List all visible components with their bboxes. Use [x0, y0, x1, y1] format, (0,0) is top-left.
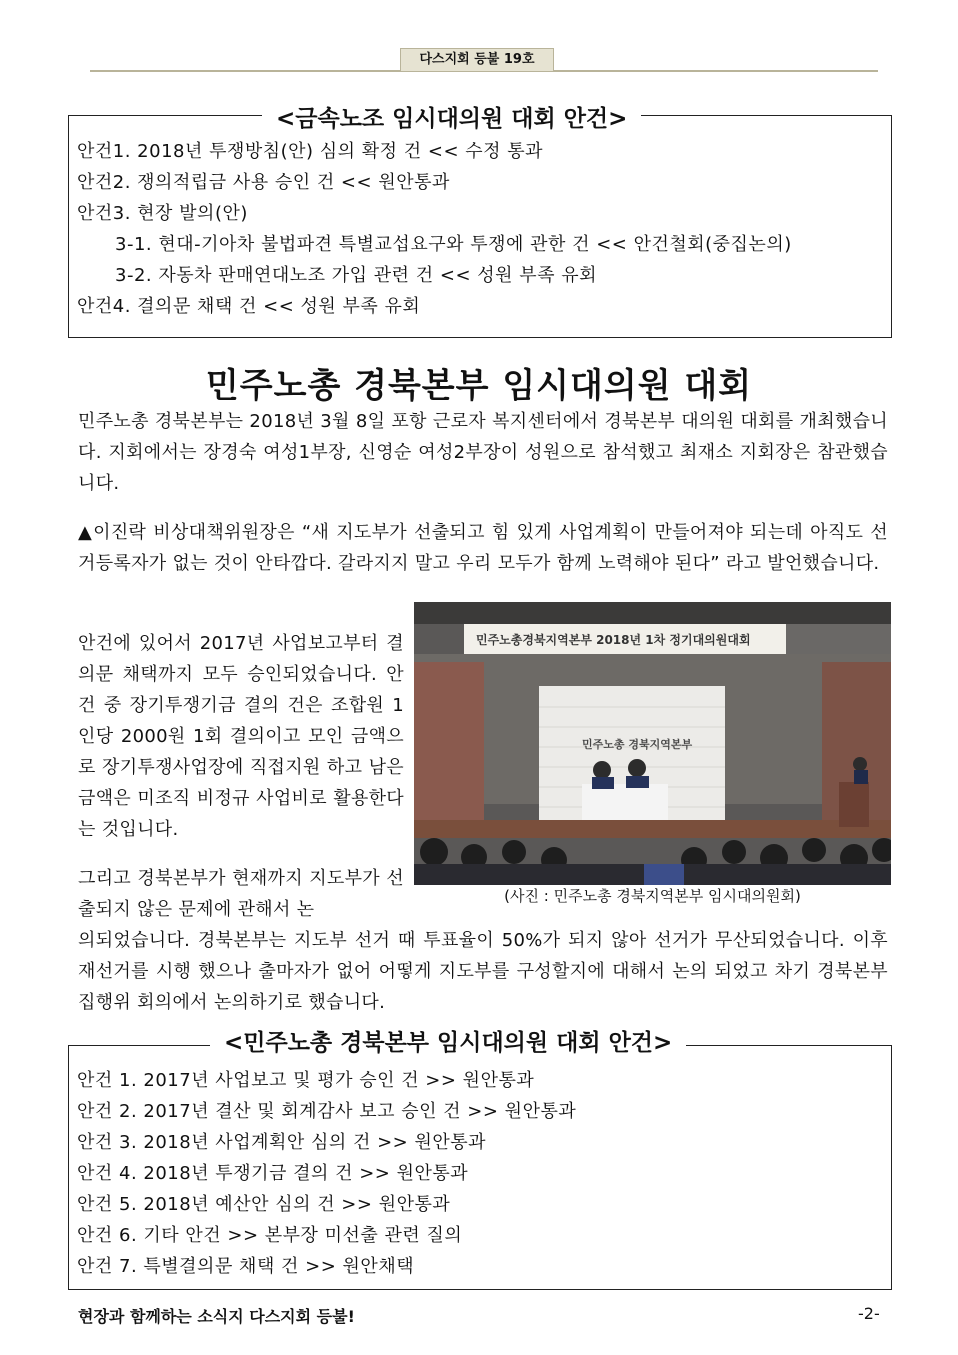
event-photo-illustration [414, 602, 891, 885]
agenda-box-metal-union [68, 115, 892, 338]
footer-tagline: 현장과 함께하는 소식지 다스지회 등불! [78, 1307, 355, 1326]
agenda-box-title: <민주노총 경북본부 임시대의원 대회 안건> [210, 1024, 686, 1057]
photo-screen-logo: 민주노총 경북지역본부 [582, 738, 693, 751]
article-paragraph: ▲이진락 비상대책위원장은 “새 지도부가 선출되고 힘 있게 사업계획이 만들어져야 되는데 아직도 선거등록자가 없는 것이 안타깝다. 갈라지지 말고 우리 모두가 함께 노력해야 된다” 라고 발언했습니다. [78, 522, 888, 574]
page-number: -2- [858, 1304, 880, 1323]
agenda-item: 안건 2. 2017년 결산 및 회계감사 보고 승인 건 >> 원안통과 [77, 1101, 577, 1122]
article-paragraph: 의되었습니다. 경북본부는 지도부 선거 때 투표율이 50%가 되지 않아 선거가 무산되었습니다. 이후 재선거를 시행 했으나 출마자가 없어 어떻게 지도부를 구성할지에 대해서 논의 되었고 차기 경북본부 집행위 회의에서 논의하기로 했습니다. [78, 930, 888, 1013]
article-paragraph: 민주노총 경북본부는 2018년 3월 8일 포항 근로자 복지센터에서 경북본부 대의원 대회를 개최했습니다. 지회에서는 장경숙 여성1부장, 신영순 여성2부장이 성원으로 참석했고 최재소 지회장은 참관했습니다. [78, 411, 888, 494]
agenda-item: 안건2. 쟁의적립금 사용 승인 건 << 원안통과 [77, 172, 450, 193]
agenda-item: 안건3. 현장 발의(안) [77, 203, 248, 224]
agenda-subitem: 3-1. 현대-기아차 불법파견 특별교섭요구와 투쟁에 관한 건 << 안건철회(중집논의) [115, 234, 792, 255]
agenda-item: 안건1. 2018년 투쟁방침(안) 심의 확정 건 << 수정 통과 [77, 141, 544, 162]
masthead-label: 다스지회 등불 19호 [400, 48, 554, 71]
agenda-item: 안건 7. 특별결의문 채택 건 >> 원안채택 [77, 1256, 415, 1277]
agenda-list-kctu-gyeongbuk [77, 1065, 883, 1282]
agenda-item: 안건 3. 2018년 사업계획안 심의 건 >> 원안통과 [77, 1132, 487, 1153]
agenda-item: 안건4. 결의문 채택 건 << 성원 부족 유회 [77, 296, 421, 317]
agenda-item: 안건 4. 2018년 투쟁기금 결의 건 >> 원안통과 [77, 1163, 469, 1184]
agenda-box-title: <금속노조 임시대의원 대회 안건> [262, 100, 641, 133]
article-paragraph: 그리고 경북본부가 현재까지 지도부가 선출되지 않은 문제에 관해서 논 [78, 868, 404, 920]
event-photo [414, 602, 891, 885]
agenda-box-kctu-gyeongbuk [68, 1045, 892, 1290]
agenda-item: 안건 5. 2018년 예산안 심의 건 >> 원안통과 [77, 1194, 451, 1215]
article-headline: 민주노총 경북본부 임시대의원 대회 [205, 366, 753, 406]
agenda-item: 안건 1. 2017년 사업보고 및 평가 승인 건 >> 원안통과 [77, 1070, 535, 1091]
agenda-item: 안건 6. 기타 안건 >> 본부장 미선출 관련 질의 [77, 1225, 463, 1246]
agenda-list-metal-union [77, 136, 883, 322]
agenda-subitem: 3-2. 자동차 판매연대노조 가입 관련 건 << 성원 부족 유회 [115, 265, 598, 286]
article-paragraph: 안건에 있어서 2017년 사업보고부터 결의문 채택까지 모두 승인되었습니다. 안건 중 장기투쟁기금 결의 건은 조합원 1인당 2000원 1회 결의이고 모인 금액으로 장기투쟁사업장에 직접지원 하고 남은 금액은 미조직 비정규 사업비로 활용한다는 것입니다. [78, 633, 404, 840]
photo-banner-text: 민주노총경북지역본부 2018년 1차 정기대의원대회 [476, 633, 751, 647]
photo-caption: (사진 : 민주노총 경북지역본부 임시대의원회) [504, 887, 801, 905]
